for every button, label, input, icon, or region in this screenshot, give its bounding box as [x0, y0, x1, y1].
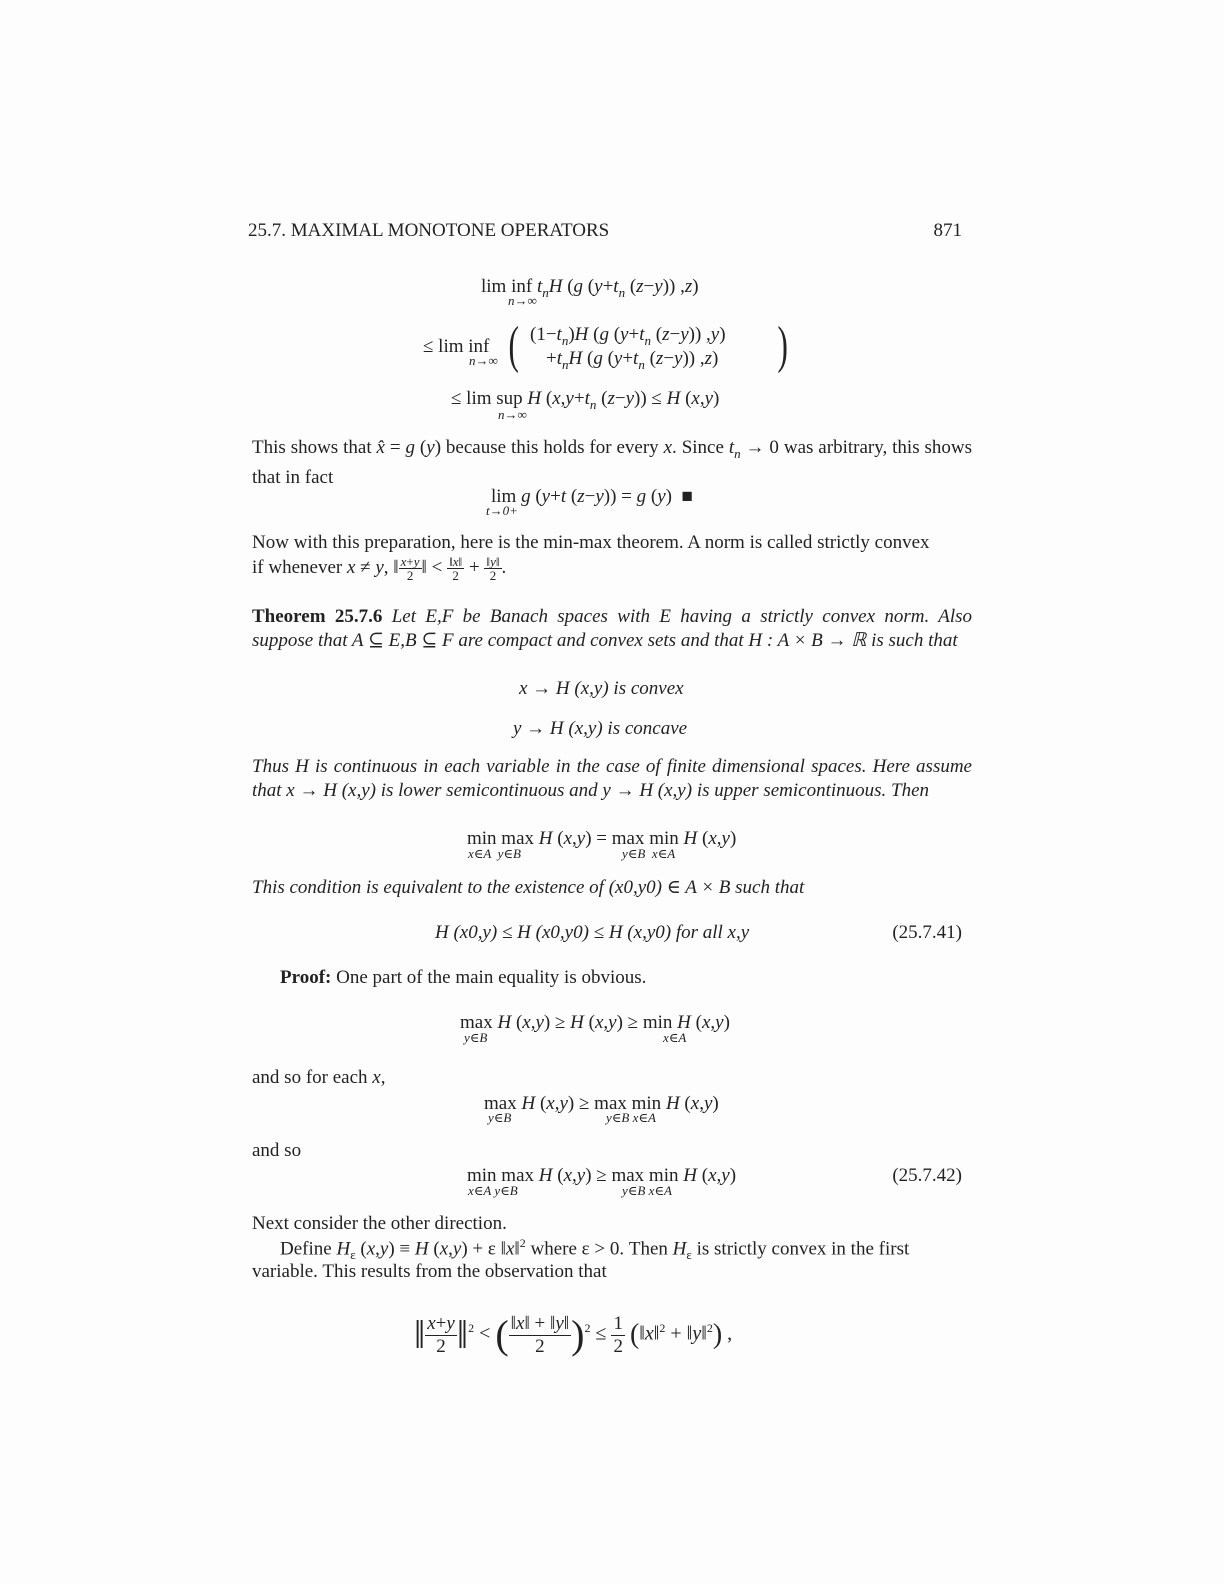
eq-limsup-line3: ≤ lim sup H ($x,y+t_n$ (z−y)) ≤ H (x,y) [451, 388, 720, 412]
proof-text-5-line2: variable. This results from the observation that [252, 1261, 607, 1282]
eq-saddle-number: (25.7.41) [892, 922, 962, 943]
big-paren-right: ) [777, 317, 788, 374]
page-number: 871 [933, 220, 962, 241]
big-paren-left: ( [508, 317, 519, 374]
theorem-text-2: Thus H is continuous in each variable in the case of finite dimensional spaces. Here assume that x → H (x,y) is lower semicontinuous and y → H (x,y) is upper semicontinuous. Then [252, 756, 972, 801]
eq-liminf-line1-sub: n→∞ [508, 293, 537, 308]
theorem-text-3: This condition is equivalent to the existence of (x0,y0) ∈ A × B such that [252, 877, 805, 898]
eq-proof-3: min max H (x,y) ≥ max min H (x,y) [467, 1165, 737, 1186]
proof-text-4: Next consider the other direction. [252, 1213, 507, 1234]
proof-text-3: and so [252, 1140, 302, 1161]
eq-limit: lim g (y+t (z−y)) = g (y) ■ [491, 486, 693, 507]
eq-proof-1-sub-left: y∈B [464, 1030, 488, 1045]
eq-proof-1: max H (x,y) ≥ H (x,y) ≥ min H (x,y) [460, 1012, 730, 1033]
eq-proof-1-sub-right: x∈A [663, 1030, 687, 1045]
eq-liminf-line2-row2: $+t_nH$ (g ($y+t_n$ (z−y)) ,z) [546, 348, 719, 372]
eq-liminf-line1: lim inf $t_nH$ (g ($y+t_n$ (z−y)) ,z) [481, 276, 699, 300]
proof-text-2: and so for each x, [252, 1067, 386, 1088]
eq-limsup-line3-sub: n→∞ [498, 407, 527, 422]
eq-saddle: H (x0,y) ≤ H (x0,y0) ≤ H (x,y0) for all x,y [435, 922, 750, 943]
eq-proof-3-sub-right: y∈B x∈A [622, 1183, 672, 1198]
proof-intro [280, 967, 646, 989]
eq-proof-2: max H (x,y) ≥ max min H (x,y) [484, 1093, 719, 1114]
eq-liminf-line2-prefix: ≤ lim inf [423, 336, 490, 357]
proof-text: One part of the main equality is obvious. [336, 967, 647, 988]
eq-proof-3-sub-left: x∈A y∈B [468, 1183, 518, 1198]
paragraph-2-line2: if whenever x ≠ y, ‖ $\frac{x+y}{2}$ ‖ < $\frac{‖x‖}{2}$ + $\frac{‖y‖}{2}$ . [252, 554, 507, 583]
eq-limit-sub: t→0+ [486, 503, 518, 518]
theorem-cond-convex: x → H (x,y) is convex [519, 678, 684, 699]
eq-minmax-sub: x∈A y∈B [468, 846, 521, 861]
proof-text-5-line1: Define $H_\varepsilon$ (x,y) ≡ H (x,y) + ε ‖x‖$^2$ where ε > 0. Then $H_\varepsilon$ is strictly convex in the first [280, 1236, 910, 1263]
eq-minmax-sub-right: y∈B x∈A [622, 846, 676, 861]
eq-proof-2-sub-left: y∈B [488, 1110, 512, 1125]
eq-proof-2-sub-right: y∈B x∈A [606, 1110, 656, 1125]
eq-proof-3-number: (25.7.42) [892, 1165, 962, 1186]
proof-label: Proof: [280, 967, 332, 988]
eq-minmax: min max H (x,y) = max min H (x,y) [467, 828, 737, 849]
running-header: 25.7. MAXIMAL MONOTONE OPERATORS [248, 220, 610, 241]
theorem-label: Theorem 25.7.6 [252, 606, 383, 627]
eq-liminf-line2-row1: $(1-t_n)H$ (g ($y+t_n$ (z−y)) ,y) [530, 324, 726, 348]
paragraph-2-line1: Now with this preparation, here is the min-max theorem. A norm is called strictly convex [252, 532, 930, 553]
theorem-statement: Theorem 25.7.6 Let E,F be Banach spaces with E having a strictly convex norm. Also suppose that A ⊆ E,B ⊆ F are compact and convex sets and that H : A × B → ℝ is such that [252, 606, 973, 651]
eq-liminf-line2-sub: n→∞ [469, 353, 498, 368]
paragraph-1: This shows that x̂ = g (y) because this holds for every x. Since $t_n \to 0$ was arbitrary, this shows that in fact [252, 437, 973, 488]
eq-final: ‖ $\frac{x+y}{2}$ ‖$^2$ < ( $\frac{‖x‖ + ‖y‖}{2}$ )$^2$ ≤ $\frac{1}{2}$ (‖x‖$^2$ + ‖y‖$^2$) , [414, 1312, 733, 1358]
theorem-cond-concave: y → H (x,y) is concave [513, 718, 688, 739]
